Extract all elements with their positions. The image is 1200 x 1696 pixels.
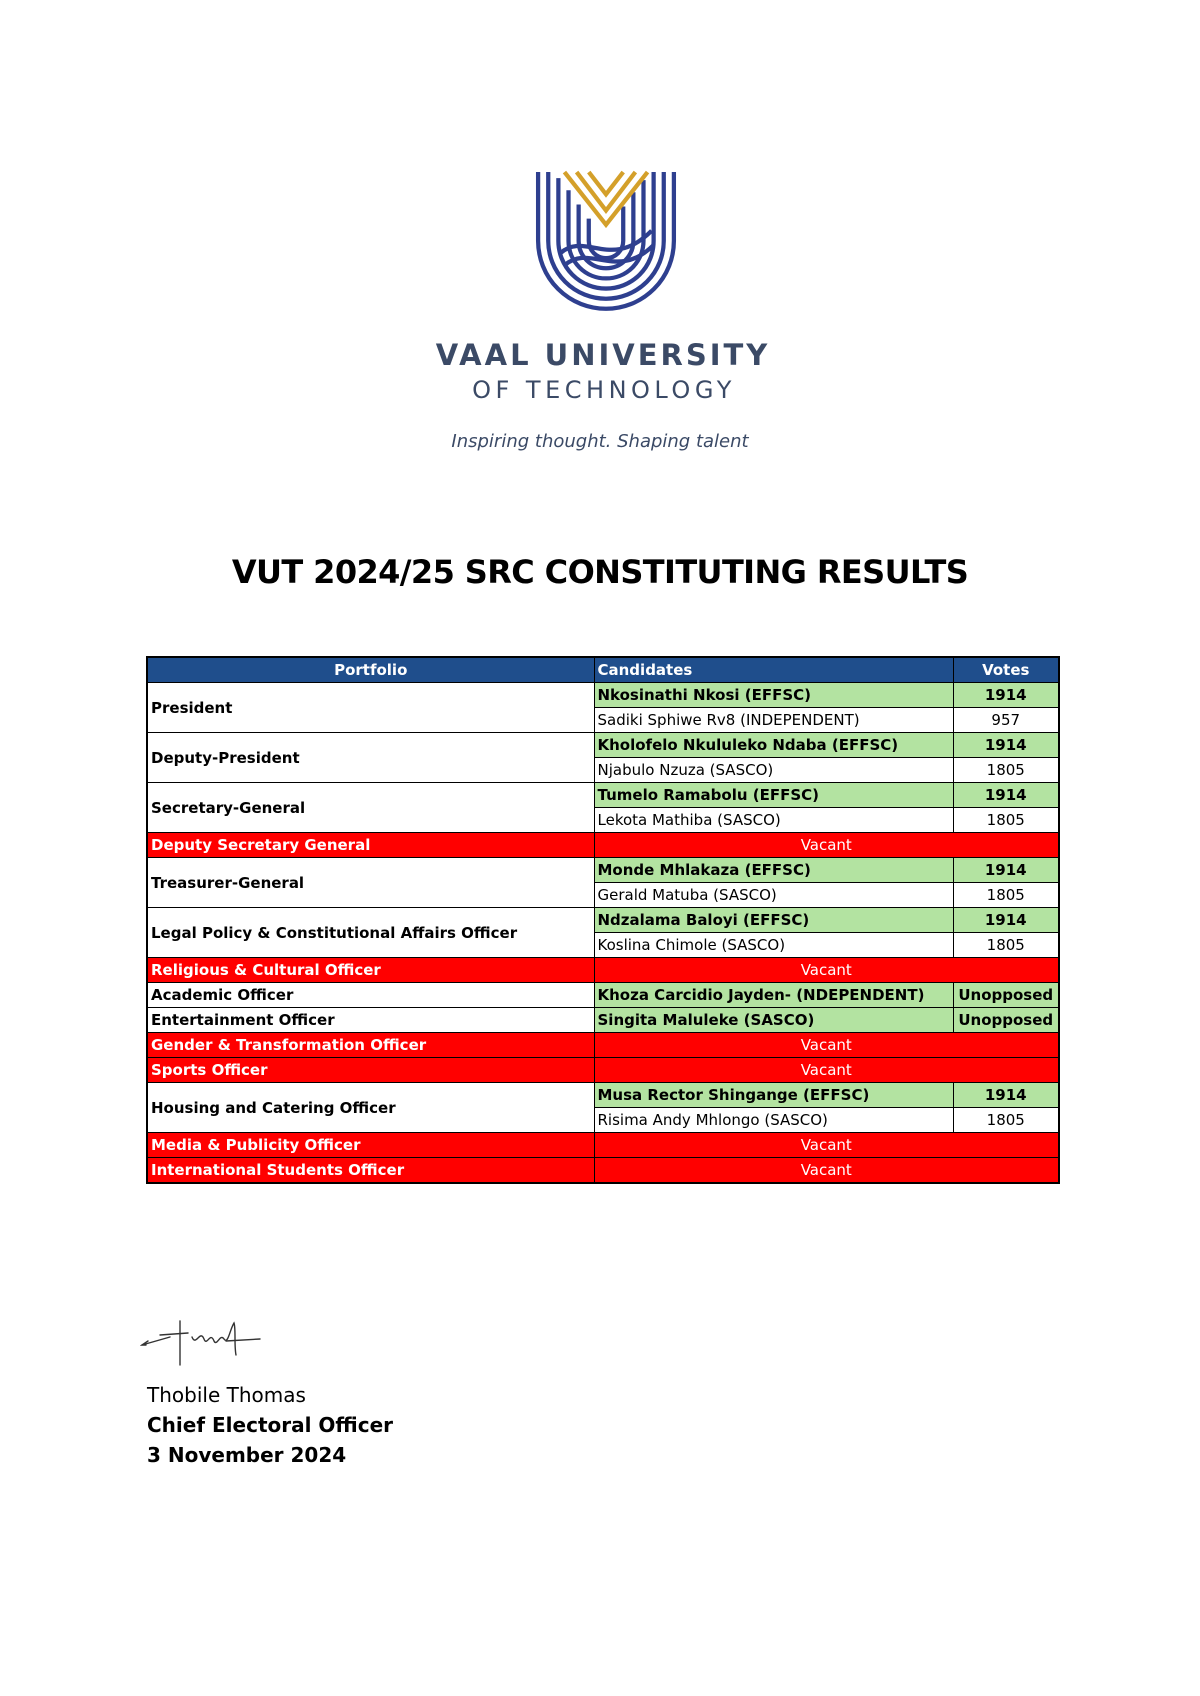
signature-date: 3 November 2024 xyxy=(147,1443,347,1467)
candidate-cell: Ndzalama Baloyi (EFFSC) xyxy=(594,908,953,933)
university-tagline: Inspiring thought. Shaping talent xyxy=(451,431,749,452)
portfolio-cell: Treasurer-General xyxy=(147,858,594,908)
candidate-cell: Monde Mhlakaza (EFFSC) xyxy=(594,858,953,883)
vacant-cell: Vacant xyxy=(594,1058,1059,1083)
vacant-cell: Vacant xyxy=(594,1033,1059,1058)
portfolio-cell: Deputy-President xyxy=(147,733,594,783)
portfolio-cell: Deputy Secretary General xyxy=(147,833,594,858)
table-row-vacant xyxy=(147,1058,1059,1083)
table-row xyxy=(147,908,1059,933)
table-row xyxy=(147,858,1059,883)
portfolio-cell: Media & Publicity Officer xyxy=(147,1133,594,1158)
votes-cell: 1914 xyxy=(953,858,1059,883)
portfolio-cell: President xyxy=(147,683,594,733)
vacant-cell: Vacant xyxy=(594,958,1059,983)
table-header-row xyxy=(147,657,1059,683)
portfolio-cell: Academic Officer xyxy=(147,983,594,1008)
table-row-vacant xyxy=(147,1133,1059,1158)
votes-cell: 1805 xyxy=(953,933,1059,958)
candidate-cell: Lekota Mathiba (SASCO) xyxy=(594,808,953,833)
candidate-cell: Tumelo Ramabolu (EFFSC) xyxy=(594,783,953,808)
table-row xyxy=(147,683,1059,708)
portfolio-cell: International Students Officer xyxy=(147,1158,594,1184)
portfolio-cell: Housing and Catering Officer xyxy=(147,1083,594,1133)
signatory-role: Chief Electoral Officer xyxy=(147,1413,394,1437)
candidate-cell: Koslina Chimole (SASCO) xyxy=(594,933,953,958)
table-row xyxy=(147,1008,1059,1033)
table-row xyxy=(147,733,1059,758)
candidate-cell: Khoza Carcidio Jayden- (NDEPENDENT) xyxy=(594,983,953,1008)
table-row-vacant xyxy=(147,958,1059,983)
signatory-name: Thobile Thomas xyxy=(147,1383,306,1407)
portfolio-cell: Entertainment Officer xyxy=(147,1008,594,1033)
votes-cell: Unopposed xyxy=(953,1008,1059,1033)
votes-cell: 1914 xyxy=(953,1083,1059,1108)
university-subtitle: OF TECHNOLOGY xyxy=(472,376,736,404)
table-row xyxy=(147,783,1059,808)
header-votes: Votes xyxy=(953,657,1059,683)
signature-icon xyxy=(140,1315,280,1370)
page-title: VUT 2024/25 SRC CONSTITUTING RESULTS xyxy=(231,553,969,591)
votes-cell: 1914 xyxy=(953,783,1059,808)
candidate-cell: Kholofelo Nkululeko Ndaba (EFFSC) xyxy=(594,733,953,758)
votes-cell: Unopposed xyxy=(953,983,1059,1008)
votes-cell: 1805 xyxy=(953,758,1059,783)
candidate-cell: Sadiki Sphiwe Rv8 (INDEPENDENT) xyxy=(594,708,953,733)
vacant-cell: Vacant xyxy=(594,833,1059,858)
votes-cell: 1805 xyxy=(953,1108,1059,1133)
votes-cell: 1805 xyxy=(953,883,1059,908)
table-row xyxy=(147,983,1059,1008)
candidate-cell: Singita Maluleke (SASCO) xyxy=(594,1008,953,1033)
votes-cell: 1805 xyxy=(953,808,1059,833)
header-portfolio: Portfolio xyxy=(147,657,594,683)
candidate-cell: Njabulo Nzuza (SASCO) xyxy=(594,758,953,783)
votes-cell: 1914 xyxy=(953,683,1059,708)
votes-cell: 1914 xyxy=(953,908,1059,933)
table-row-vacant xyxy=(147,1033,1059,1058)
candidate-cell: Gerald Matuba (SASCO) xyxy=(594,883,953,908)
votes-cell: 957 xyxy=(953,708,1059,733)
table-row xyxy=(147,1083,1059,1108)
table-row-vacant xyxy=(147,1158,1059,1184)
portfolio-cell: Legal Policy & Constitutional Affairs Officer xyxy=(147,908,594,958)
candidate-cell: Nkosinathi Nkosi (EFFSC) xyxy=(594,683,953,708)
candidate-cell: Musa Rector Shingange (EFFSC) xyxy=(594,1083,953,1108)
vut-logo-icon xyxy=(530,170,682,322)
votes-cell: 1914 xyxy=(953,733,1059,758)
vacant-cell: Vacant xyxy=(594,1133,1059,1158)
candidate-cell: Risima Andy Mhlongo (SASCO) xyxy=(594,1108,953,1133)
portfolio-cell: Secretary-General xyxy=(147,783,594,833)
portfolio-cell: Gender & Transformation Officer xyxy=(147,1033,594,1058)
header-candidates: Candidates xyxy=(594,657,953,683)
portfolio-cell: Religious & Cultural Officer xyxy=(147,958,594,983)
portfolio-cell: Sports Officer xyxy=(147,1058,594,1083)
table-row-vacant xyxy=(147,833,1059,858)
results-table xyxy=(146,656,1060,1184)
university-name: VAAL UNIVERSITY xyxy=(435,338,771,372)
vacant-cell: Vacant xyxy=(594,1158,1059,1184)
